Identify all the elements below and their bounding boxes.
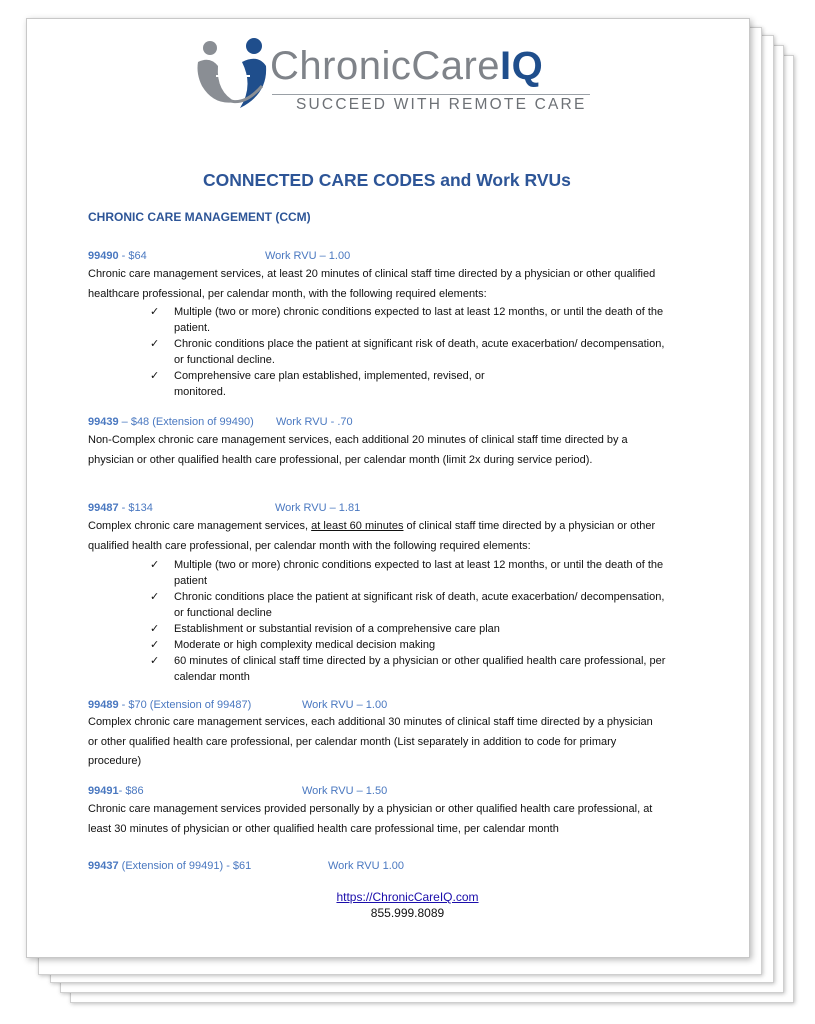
brand-name	[270, 42, 543, 90]
list-item-text: Multiple (two or more) chronic conditions expected to last at least 12 months, or until the death of the patient	[174, 559, 664, 587]
list-item-text: Chronic conditions place the patient at significant risk of death, acute exacerbation/ decompensation, or functional decline	[174, 591, 665, 619]
list-item	[150, 368, 534, 400]
work-rvu: Work RVU 1.00	[328, 860, 405, 872]
code-price: - $64	[118, 250, 147, 262]
list-item	[150, 304, 670, 336]
check-icon: ✓	[150, 370, 160, 382]
code-number: 99437	[88, 860, 119, 872]
code-price: (Extension of 99491) - $61	[118, 860, 252, 872]
list-item	[150, 557, 670, 589]
code-header-99439	[88, 416, 254, 428]
phone-number: 855.999.8089	[370, 906, 445, 920]
brand-tagline: SUCCEED WITH REMOTE CARE	[296, 96, 587, 113]
required-elements-list	[150, 304, 670, 400]
code-number: 99439	[88, 416, 119, 428]
list-item-text: Chronic conditions place the patient at significant risk of death, acute exacerbation/ decompensation, or functional decline.	[174, 338, 665, 366]
check-icon: ✓	[150, 338, 160, 350]
brand-name-main: ChronicCare	[270, 44, 501, 88]
code-number: 99489	[88, 699, 119, 711]
list-item	[150, 637, 670, 653]
description-text: Complex chronic care management services,	[88, 520, 312, 532]
code-header-99489	[88, 699, 251, 711]
check-icon: ✓	[150, 639, 160, 651]
code-description	[88, 517, 678, 556]
list-item	[150, 621, 670, 637]
code-number: 99490	[88, 250, 119, 262]
code-description: Complex chronic care management services, each additional 30 minutes of clinical staff time directed by a physician or other qualified health care professional, per calendar month (List separately in addition to code for primary procedure)	[88, 716, 653, 767]
list-item-text: Multiple (two or more) chronic conditions expected to last at least 12 months, or until the death of the patient.	[174, 306, 664, 334]
check-icon: ✓	[150, 559, 160, 571]
code-header-99490	[88, 250, 147, 262]
check-icon: ✓	[150, 655, 160, 667]
website-link[interactable]: https://ChronicCareIQ.com	[336, 890, 479, 904]
list-item-text: Moderate or high complexity medical decision making	[174, 639, 436, 651]
code-description: Chronic care management services, at least 20 minutes of clinical staff time directed by a physician or other qualified healthcare professional, per calendar month, with the following required elements:	[88, 268, 656, 300]
list-item-text: Comprehensive care plan established, implemented, revised, or monitored.	[174, 370, 485, 398]
check-icon: ✓	[150, 306, 160, 318]
code-number: 99491	[88, 785, 119, 797]
description-text: of clinical staff time directed by a physician or other qualified health care professional, per calendar month with the following required elements:	[88, 520, 656, 552]
code-description: Chronic care management services provided personally by a physician or other qualified health care professional, at least 30 minutes of physician or other qualified health care professional time, per calendar month	[88, 803, 653, 835]
brand-name-accent: IQ	[500, 44, 544, 88]
code-price: – $48 (Extension of 99490)	[118, 416, 254, 428]
code-description: Non-Complex chronic care management services, each additional 20 minutes of clinical staff time directed by a physician or other qualified health care professional, per calendar month (limit 2x during service period).	[88, 434, 628, 466]
work-rvu: Work RVU - .70	[276, 416, 353, 428]
code-price: - $86	[118, 785, 144, 797]
work-rvu: Work RVU – 1.00	[265, 250, 351, 262]
section-title: CHRONIC CARE MANAGEMENT (CCM)	[88, 210, 311, 224]
list-item-text: Establishment or substantial revision of a comprehensive care plan	[174, 623, 500, 635]
tagline-rule	[272, 94, 590, 95]
code-price: - $134	[118, 502, 153, 514]
list-item	[150, 653, 670, 685]
list-item	[150, 589, 670, 621]
check-icon: ✓	[150, 591, 160, 603]
code-number: 99487	[88, 502, 119, 514]
code-header-99487	[88, 502, 153, 514]
check-icon: ✓	[150, 623, 160, 635]
work-rvu: Work RVU – 1.50	[302, 785, 388, 797]
required-elements-list	[150, 557, 670, 685]
list-item	[150, 336, 670, 368]
code-header-99437	[88, 860, 251, 872]
list-item-text: 60 minutes of clinical staff time directed by a physician or other qualified health care professional, per calendar month	[174, 655, 666, 683]
code-price: - $70 (Extension of 99487)	[118, 699, 252, 711]
description-underlined-text: at least 60 minutes	[311, 520, 404, 532]
document-title: CONNECTED CARE CODES and Work RVUs	[203, 170, 571, 190]
work-rvu: Work RVU – 1.00	[302, 699, 388, 711]
code-header-99491	[88, 785, 144, 797]
work-rvu: Work RVU – 1.81	[275, 502, 361, 514]
